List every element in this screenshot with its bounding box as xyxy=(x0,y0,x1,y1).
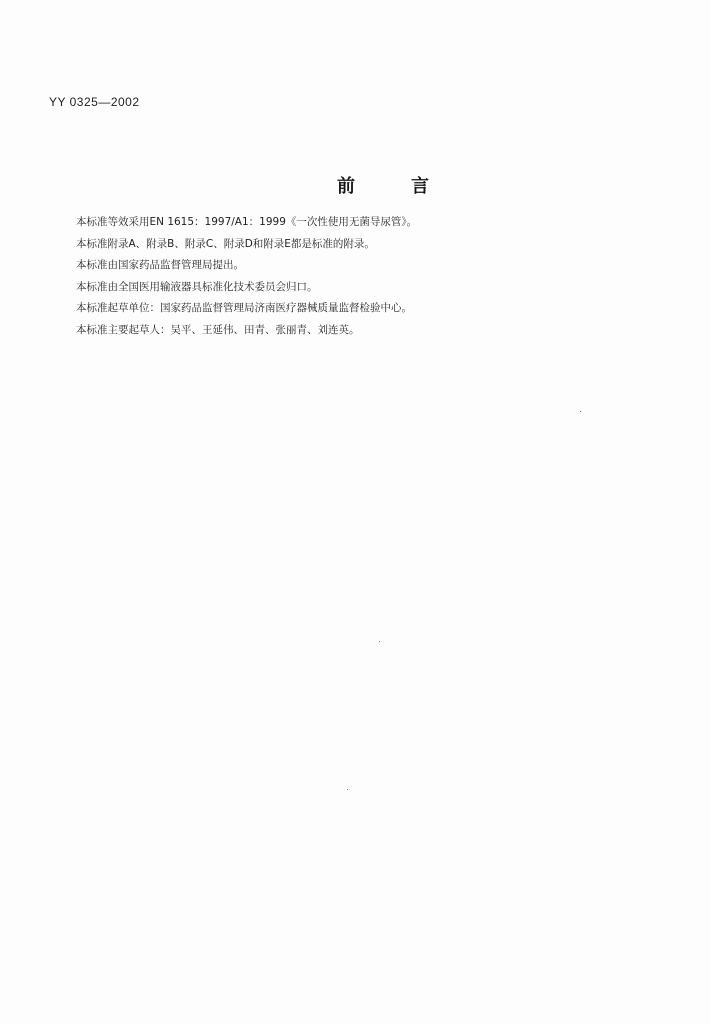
preface-line: 本标准主要起草人：吴平、王延伟、田青、张丽青、刘连英。 xyxy=(76,323,360,336)
preface-line: 本标准由全国医用输液器具标准化技术委员会归口。 xyxy=(76,280,318,293)
scan-speck xyxy=(379,641,380,642)
standard-code: YY 0325—2002 xyxy=(49,95,140,109)
preface-body xyxy=(76,212,636,341)
preface-line: 本标准等效采用EN 1615：1997/A1：1999《一次性使用无菌导尿管》。 xyxy=(76,216,418,228)
page-title: 前言 xyxy=(337,176,485,197)
scan-speck xyxy=(347,789,348,790)
preface-line: 本标准起草单位：国家药品监督管理局济南医疗器械质量监督检验中心。 xyxy=(76,302,412,314)
preface-line: 本标准附录A、附录B、附录C、附录D和附录E都是标准的附录。 xyxy=(76,237,375,250)
scan-speck xyxy=(580,411,581,412)
preface-line: 本标准由国家药品监督管理局提出。 xyxy=(76,259,244,271)
